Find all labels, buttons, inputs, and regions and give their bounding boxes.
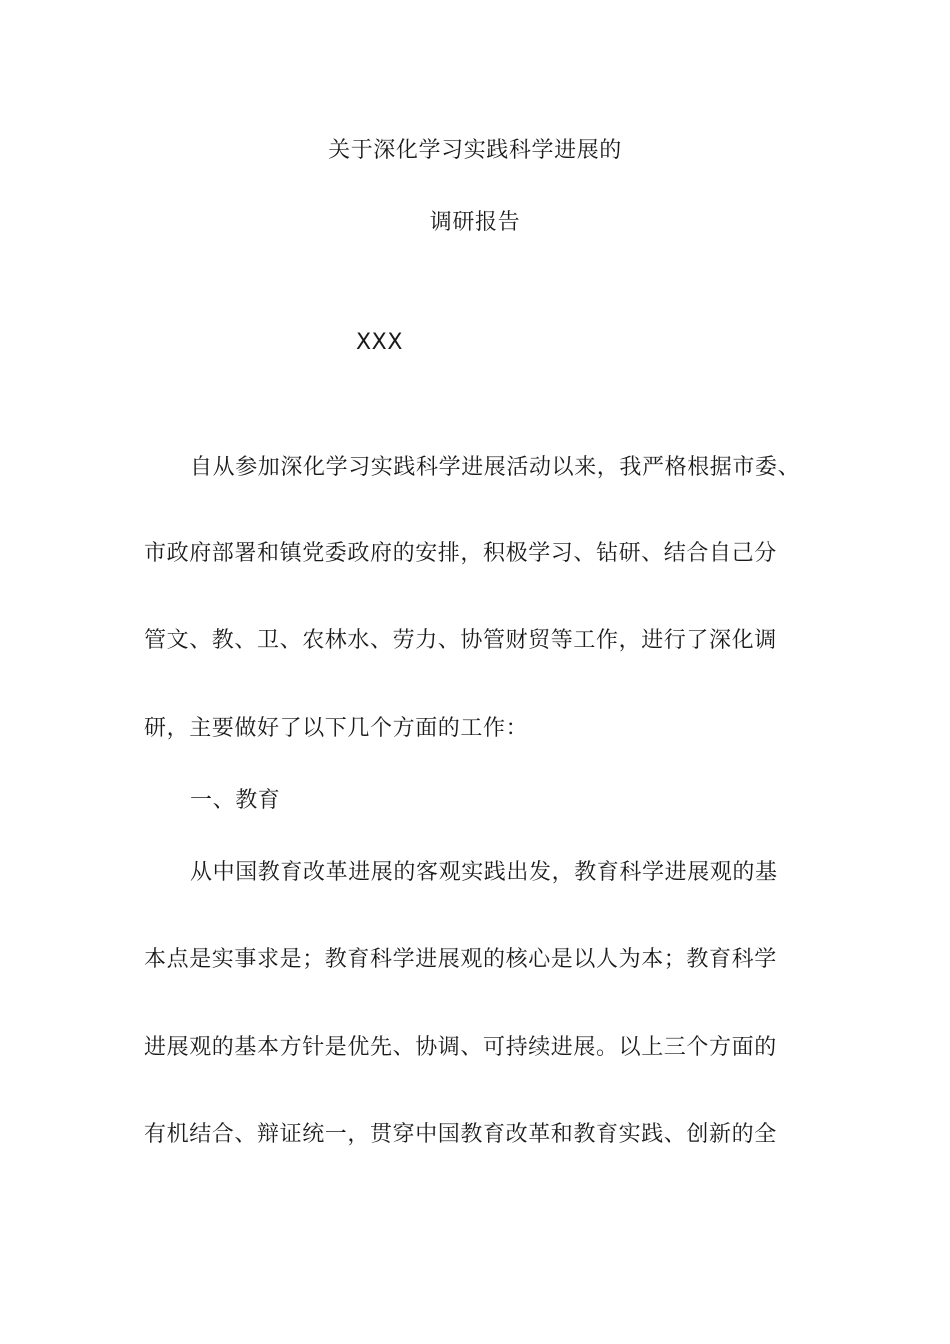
body-text-line: 研，主要做好了以下几个方面的工作： bbox=[144, 716, 529, 741]
body-text-line: 本点是实事求是；教育科学进展观的核心是以人为本；教育科学 bbox=[144, 947, 777, 972]
document-author: XXX bbox=[356, 330, 404, 355]
body-text-line: 自从参加深化学习实践科学进展活动以来，我严格根据市委、 bbox=[190, 455, 801, 480]
body-text-line: 从中国教育改革进展的客观实践出发，教育科学进展观的基 bbox=[190, 860, 778, 885]
document-title-line-1: 关于深化学习实践科学进展的 bbox=[328, 138, 622, 163]
section-heading: 一、教育 bbox=[190, 788, 281, 813]
body-text-line: 市政府部署和镇党委政府的安排，积极学习、钻研、结合自己分 bbox=[144, 541, 777, 566]
body-text-line: 有机结合、辩证统一，贯穿中国教育改革和教育实践、创新的全 bbox=[144, 1122, 777, 1147]
document-title-line-2: 调研报告 bbox=[429, 210, 521, 235]
body-text-line: 进展观的基本方针是优先、协调、可持续进展。以上三个方面的 bbox=[144, 1035, 777, 1060]
body-text-line: 管文、教、卫、农林水、劳力、协管财贸等工作，进行了深化调 bbox=[144, 628, 777, 653]
